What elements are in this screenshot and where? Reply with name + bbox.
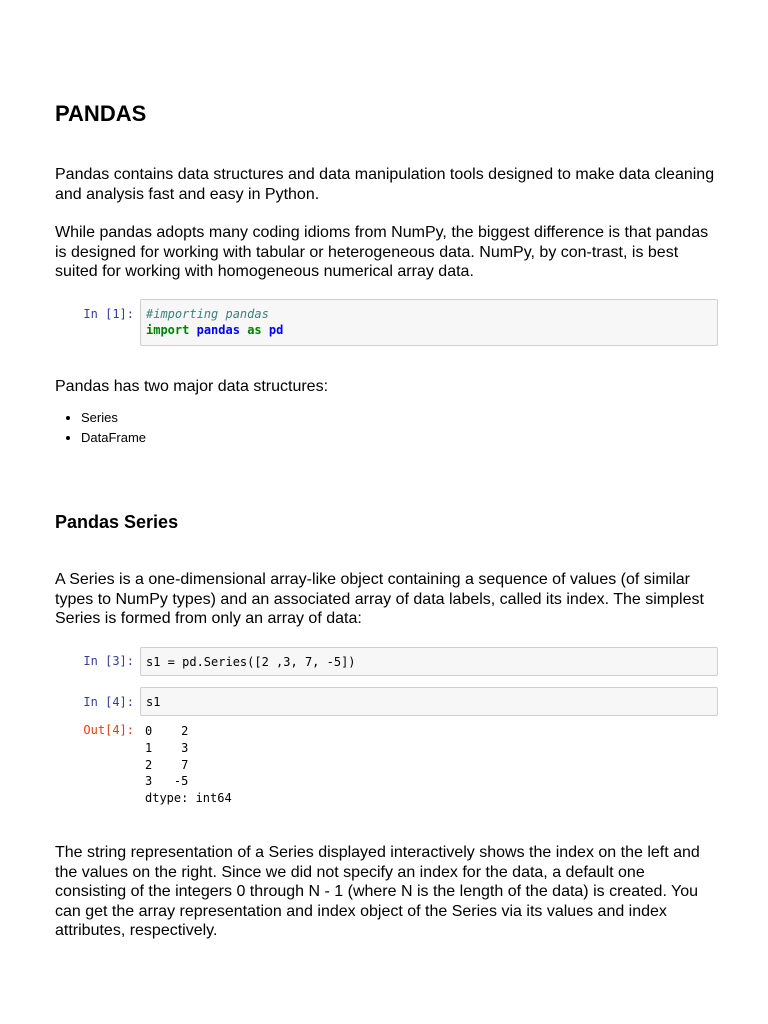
- page-title: PANDAS: [55, 101, 147, 126]
- code-comment: #importing pandas: [146, 307, 269, 321]
- code-cell-3[interactable]: s1 = pd.Series([2 ,3, 7, -5]): [140, 647, 718, 676]
- structures-list: [55, 408, 146, 448]
- module-name: pandas: [196, 323, 240, 337]
- list-item: • Series: [81, 408, 146, 428]
- intro-paragraph-1: Pandas contains data structures and data manipulation tools designed to make data cleaning and analysis fast and easy in Python.: [55, 166, 715, 203]
- output-line: 1 3: [145, 740, 189, 755]
- output-line: 0 2: [145, 724, 189, 738]
- output-line: 2 7: [145, 757, 189, 772]
- cell-4-prompt: In [4]:: [83, 695, 134, 709]
- cell-4-output-prompt: Out[4]:: [83, 723, 134, 737]
- code-cell-4[interactable]: s1: [140, 687, 718, 716]
- module-alias: pd: [268, 323, 284, 337]
- section-heading: Pandas Series: [55, 512, 179, 532]
- output-line: dtype: int64: [145, 791, 232, 806]
- closing-paragraph: The string representation of a Series displayed interactively shows the index on the left and the values on the right. Since we did not specify an index for the data, a default one consisting of the integers 0 through N - 1 (where N is the length of the data) is created. You can get the array representation and index object of the Series via its values and index attributes, respectively.: [55, 844, 700, 939]
- structures-intro: Pandas has two major data structures:: [55, 378, 329, 395]
- output-line: 3 -5: [145, 774, 189, 789]
- keyword-import: import: [146, 323, 190, 337]
- keyword-as: as: [247, 323, 262, 337]
- code-cell-1[interactable]: [140, 299, 718, 346]
- series-paragraph: A Series is a one-dimensional array-like object containing a sequence of values (of similar types to NumPy types) and an associated array of data labels, called its index. The simplest Series is formed from only an array of data:: [55, 571, 704, 627]
- cell-4-output: [145, 723, 232, 807]
- list-item: • DataFrame: [81, 428, 146, 448]
- cell-1-prompt: In [1]:: [83, 307, 134, 321]
- intro-paragraph-2: While pandas adopts many coding idioms from NumPy, the biggest difference is that pandas is designed for working with tabular or heterogeneous data. NumPy, by con-trast, is best suited for working with homogeneous numerical array data.: [55, 224, 709, 280]
- cell-3-prompt: In [3]:: [83, 654, 134, 668]
